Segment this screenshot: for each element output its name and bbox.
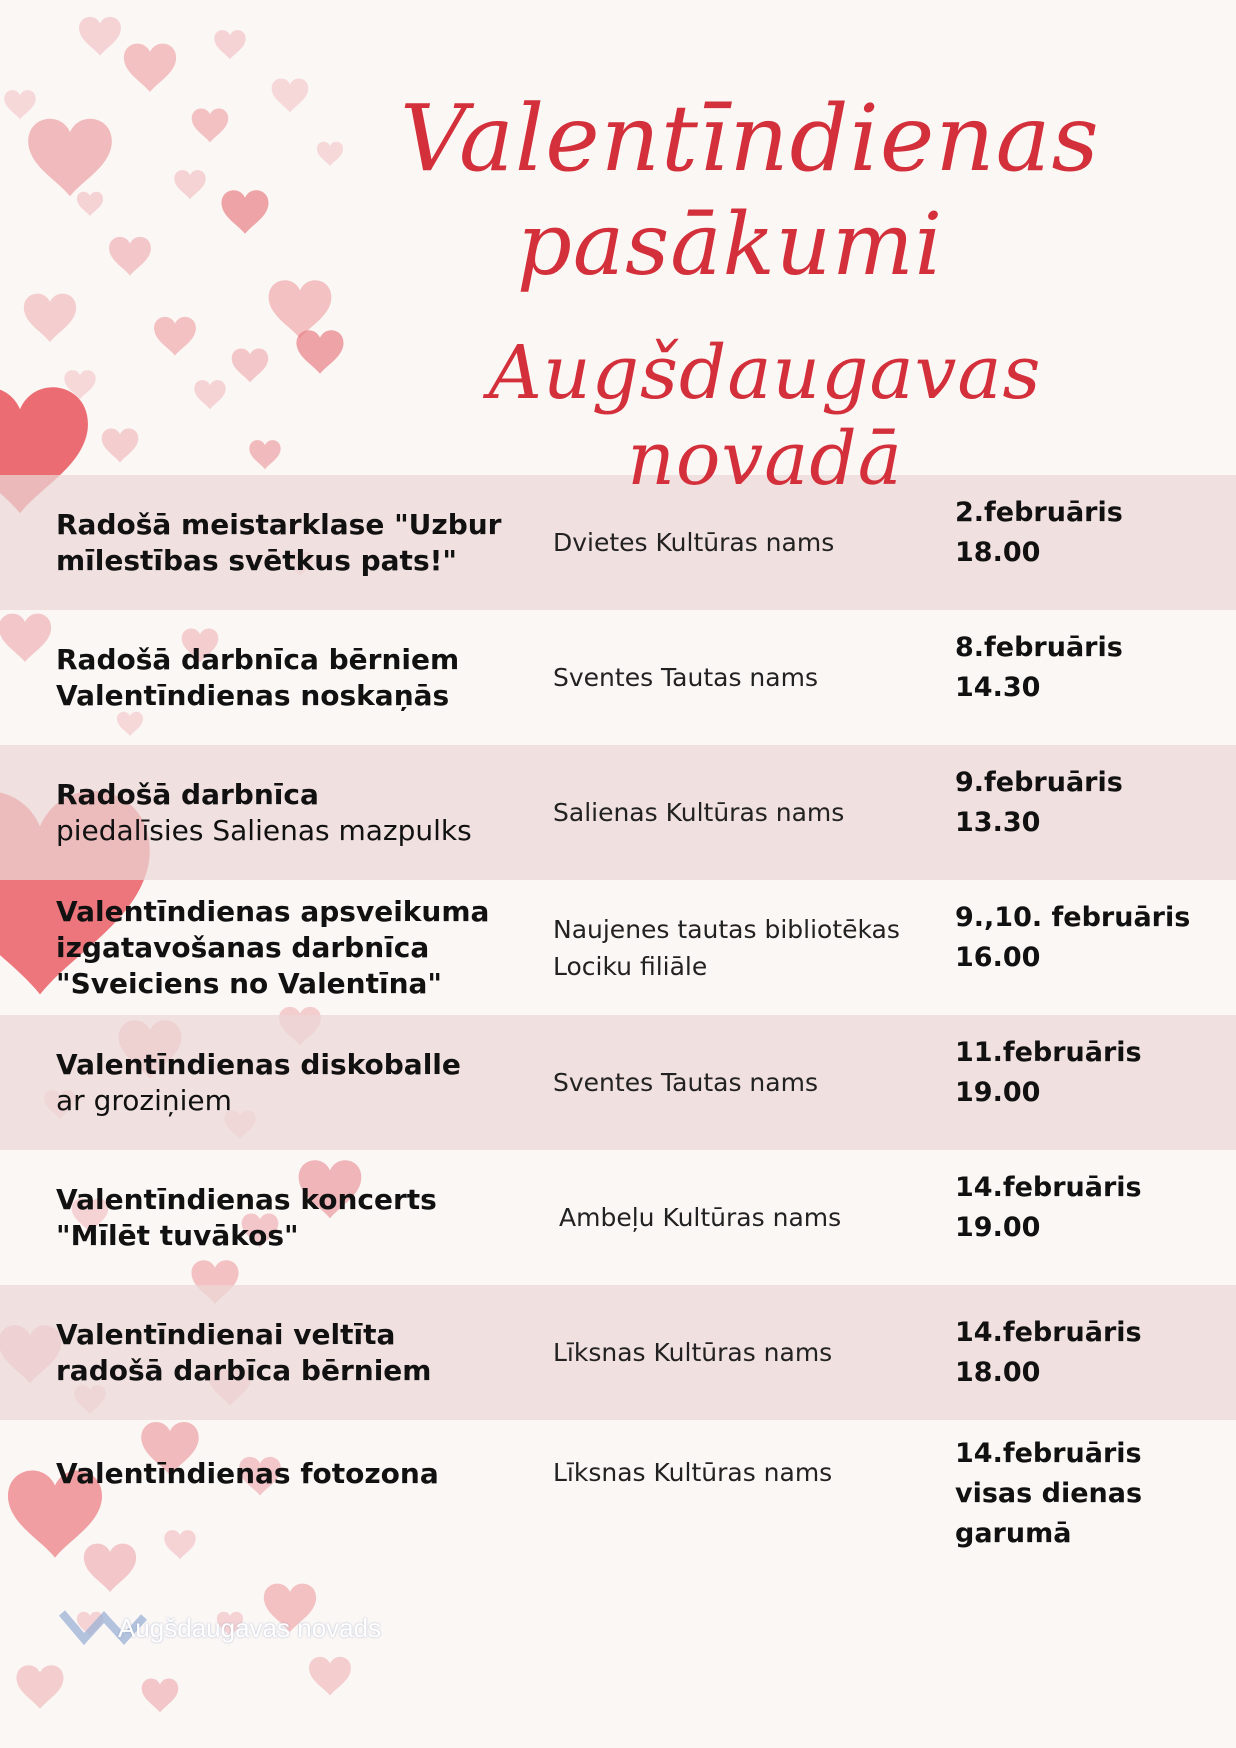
events-table	[0, 475, 1236, 1570]
table-row	[0, 1015, 1236, 1150]
event-venue: Līksnas Kultūras nams	[553, 1338, 833, 1367]
logo-text: Augšdaugavas novads	[118, 1612, 382, 1643]
event-title: Radošā meistarklase "Uzbur mīlestības svētkus pats!"	[56, 507, 502, 577]
event-venue: Naujenes tautas bibliotēkas Lociku filiāle	[553, 914, 900, 981]
event-date: 8.februāris 14.30	[955, 632, 1123, 703]
table-row	[0, 610, 1236, 745]
event-venue: Sventes Tautas nams	[553, 1068, 818, 1097]
table-row	[0, 745, 1236, 880]
table-row	[0, 1285, 1236, 1420]
event-date: 9.februāris 13.30	[955, 767, 1123, 838]
event-title: Valentīndienas koncerts "Mīlēt tuvākos"	[56, 1182, 437, 1252]
event-date: 14.februāris visas dienas garumā	[955, 1438, 1143, 1549]
event-venue: Ambeļu Kultūras nams	[559, 1203, 842, 1232]
event-title: Radošā darbnīca piedalīsies Salienas mazpulks	[56, 777, 472, 847]
table-row	[0, 1420, 1236, 1570]
title-line-3: Augšdaugavas novadā	[488, 330, 1042, 502]
table-row	[0, 1150, 1236, 1285]
event-title: Radošā darbnīca bērniem Valentīndienas noskaņās	[56, 642, 460, 712]
event-date: 9.,10. februāris 16.00	[955, 902, 1191, 973]
event-title: Valentīndienas fotozona	[56, 1457, 439, 1490]
event-title: Valentīndienas apsveikuma izgatavošanas darbnīca "Sveiciens no Valentīna"	[56, 894, 490, 1000]
event-title: Valentīndienas diskoballe ar groziņiem	[56, 1047, 461, 1117]
event-date: 11.februāris 19.00	[955, 1037, 1142, 1108]
event-date: 14.februāris 18.00	[955, 1316, 1142, 1388]
event-venue: Salienas Kultūras nams	[553, 798, 845, 827]
event-venue: Dvietes Kultūras nams	[553, 528, 835, 557]
title-line-2: pasākumi	[516, 195, 944, 295]
event-venue: Līksnas Kultūras nams	[553, 1458, 833, 1487]
event-title: Valentīndienai veltīta radošā darbīca bērniem	[56, 1317, 432, 1387]
event-date: 14.februāris 19.00	[955, 1172, 1142, 1243]
table-row	[0, 880, 1236, 1015]
event-venue: Sventes Tautas nams	[553, 663, 818, 692]
municipality-logo	[58, 1603, 381, 1653]
event-date: 2.februāris 18.00	[955, 497, 1123, 568]
title-line-1: Valentīndienas	[400, 85, 1100, 192]
